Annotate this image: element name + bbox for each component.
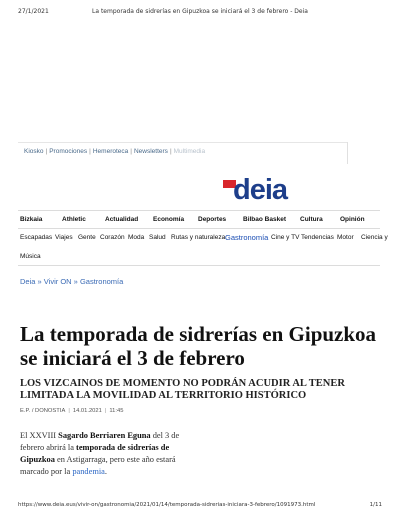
subnav-item-cine-tv[interactable]: Cine y TV <box>271 234 300 241</box>
meta-separator: | <box>104 408 107 414</box>
article-headline: La temporada de sidrerías en Gipuzkoa se iniciará el 3 de febrero <box>20 322 377 370</box>
print-header <box>18 8 382 18</box>
subnav-item-gastronomia[interactable]: Gastronomía <box>225 233 269 242</box>
primary-nav <box>20 216 382 228</box>
article-body-paragraph <box>20 430 195 478</box>
article-subheadline: LOS VIZCAINOS DE MOMENTO NO PODRÁN ACUDIR AL TENER LIMITADA LA MOVILIDAD AL TERRITORIO HISTÓRICO <box>20 378 345 401</box>
toplink-hemeroteca[interactable]: Hemeroteca <box>92 148 129 155</box>
toplink-kiosko[interactable]: Kiosko <box>24 148 44 155</box>
nav-item-bilbao-basket[interactable]: Bilbao Basket <box>243 216 286 223</box>
body-text-run: del 3 de febrero abrirá la <box>20 431 180 452</box>
article-date: 14.01.2021 <box>72 408 102 414</box>
top-links <box>24 148 205 155</box>
nav-item-cultura[interactable]: Cultura <box>300 216 323 223</box>
toplink-promociones[interactable]: Promociones <box>49 148 88 155</box>
breadcrumb <box>20 277 123 286</box>
top-divider-vertical <box>347 142 348 164</box>
body-text-run: . <box>104 467 107 476</box>
subnav-item-salud[interactable]: Salud <box>149 234 166 241</box>
meta-separator: | <box>68 408 70 414</box>
toplink-multimedia[interactable]: Multimedia <box>173 148 206 155</box>
subnav-item-gente[interactable]: Gente <box>78 234 96 241</box>
toplink-separator: | <box>169 148 172 155</box>
toplink-separator: | <box>130 148 132 155</box>
breadcrumb-item-gastronomia[interactable]: Gastronomía <box>79 277 124 286</box>
toplink-newsletters[interactable]: Newsletters <box>133 148 168 155</box>
top-divider <box>18 142 348 143</box>
subnav-item-escapadas[interactable]: Escapadas <box>20 234 53 241</box>
site-logo[interactable] <box>223 176 303 206</box>
article-source: E.P. / DONOSTIA <box>20 408 66 414</box>
nav-divider-bottom <box>18 265 380 266</box>
nav-item-actualidad[interactable]: Actualidad <box>105 216 139 223</box>
subnav-item-motor[interactable]: Motor <box>337 234 354 241</box>
nav-divider-top <box>18 210 380 211</box>
secondary-nav <box>20 233 388 246</box>
toplink-separator: | <box>45 148 48 155</box>
subnav-item-moda[interactable]: Moda <box>128 234 145 241</box>
print-date: 27/1/2021 <box>18 8 49 15</box>
subnav-item-rutas-naturaleza[interactable]: Rutas y naturaleza <box>171 234 226 241</box>
breadcrumb-separator: » <box>73 277 78 286</box>
body-text-run: El XXVIII <box>20 431 59 440</box>
nav-item-athletic[interactable]: Athletic <box>62 216 86 223</box>
article-time: 11:45 <box>109 408 124 414</box>
subnav-item-musica[interactable]: Música <box>20 253 41 260</box>
article-meta <box>20 408 123 414</box>
breadcrumb-item-deia[interactable]: Deia <box>20 277 36 286</box>
print-url: https://www.deia.eus/vivir-on/gastronomia/2021/01/14/temporada-sidrerias-iniciara-3-febrero/1091973.html <box>18 502 316 508</box>
toplink-separator: | <box>89 148 91 155</box>
breadcrumb-item-vivir-on[interactable]: Vivir ON <box>43 277 72 286</box>
body-link-pandemia[interactable]: pandemia <box>72 467 105 476</box>
nav-divider-middle <box>18 228 380 229</box>
print-title: La temporada de sidrerías en Gipuzkoa se iniciará el 3 de febrero - Deia <box>92 8 308 15</box>
subnav-item-corazon[interactable]: Corazón <box>100 234 125 241</box>
breadcrumb-separator: » <box>37 277 42 286</box>
nav-item-opinion[interactable]: Opinión <box>340 216 365 223</box>
print-page-number: 1/11 <box>369 502 382 508</box>
nav-item-economia[interactable]: Economía <box>153 216 185 223</box>
subnav-item-ciencia[interactable]: Ciencia y <box>361 234 388 241</box>
body-bold-temporada: temporada de sidrerías de Gipuzkoa <box>20 443 170 464</box>
subnav-item-tendencias[interactable]: Tendencias <box>301 234 334 241</box>
logo-wordmark: deia <box>233 174 288 206</box>
nav-item-deportes[interactable]: Deportes <box>198 216 227 223</box>
print-footer <box>18 502 382 512</box>
nav-item-bizkaia[interactable]: Bizkaia <box>20 216 43 223</box>
body-bold-sagardo: Sagardo Berriaren Eguna <box>58 431 151 440</box>
subnav-item-viajes[interactable]: Viajes <box>55 234 73 241</box>
body-text-run: en Astigarraga, pero este año estará marcado por la <box>20 455 176 476</box>
